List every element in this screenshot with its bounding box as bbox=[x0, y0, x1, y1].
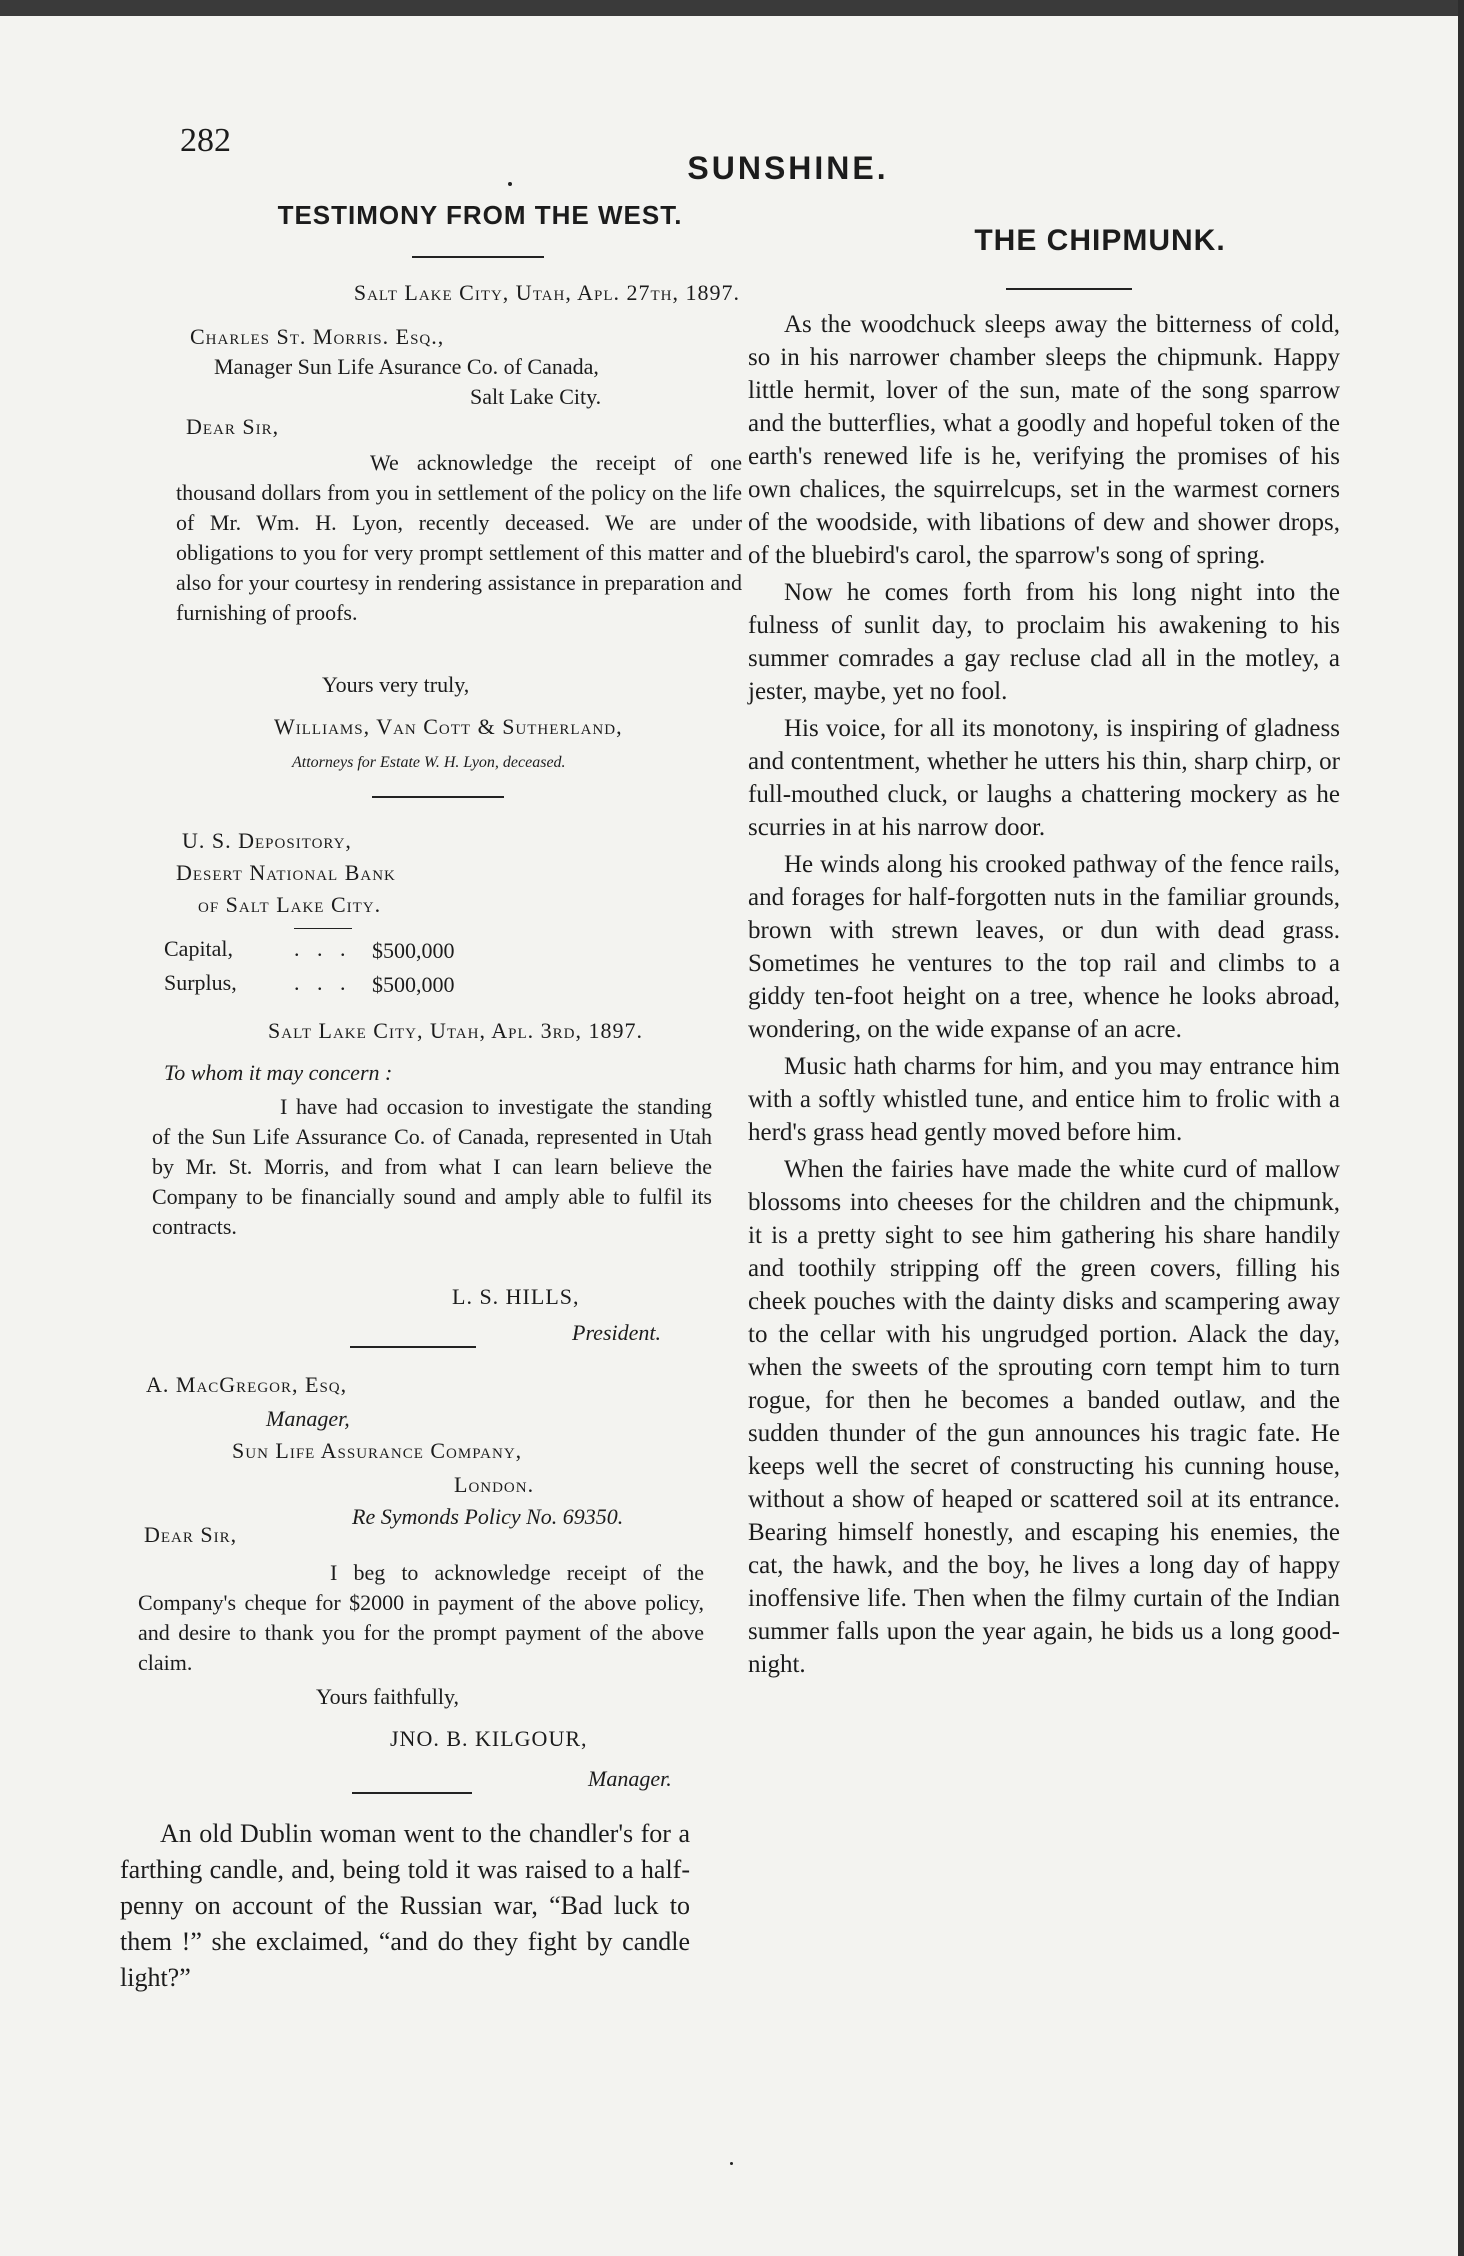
article-paragraph: His voice, for all its monotony, is inspiring of gladness and contentment, whether he utters his thin, sharp chirp, or full-mouthed cluck, or laughs a chattering mockery as he scurries in at his narrow door. bbox=[748, 715, 1340, 841]
bank-line: U. S. Depository, bbox=[182, 828, 352, 853]
running-head bbox=[0, 150, 1464, 187]
anecdote-paragraph: An old Dublin woman went to the chandler's for a farthing candle, and, being told it was raised to a half-penny on account of the Russian war, “Bad luck to them !” she exclaimed, “and do they fight by candle light?” bbox=[120, 1819, 690, 1992]
letter1-body: We acknowledge the receipt of one thousand dollars from you in settlement of the policy on the life of Mr. Wm. H. Lyon, recently deceased. We are under obligations to you for very prompt settlement of this matter and also for your courtesy in rendering assistance in preparation and furnishing of proofs. bbox=[176, 450, 742, 625]
page-number: 282 bbox=[180, 122, 231, 159]
bank-line: Desert National Bank bbox=[176, 860, 396, 885]
letter3-body: I beg to acknowledge receipt of the Company's cheque for $2000 in payment of the above policy, and desire to thank you for the prompt payment of the above claim. bbox=[138, 1560, 704, 1675]
letter2-salutation: To whom it may concern : bbox=[164, 1060, 393, 1085]
title-rule bbox=[1006, 288, 1132, 290]
letter1-addressee-line: Charles St. Morris. Esq., bbox=[190, 324, 445, 349]
article-paragraph: When the fairies have made the white curd of mallow blossoms into cheeses for the children and the chipmunk, it is a pretty sight to see him gathering his share handily and toothily stripping off the green covers, filling his cheek pouches with the dainty disks and scampering away to the cellar with his ungrudged portion. Alack the day, when the sweets of the sprouting corn tempt him to turn rogue, for then he becomes a banded outlaw, and the sudden thunder of the gun announces his tragic fate. He keeps well the secret of constructing his cunning house, without a show of heaped or scattered soil at its entrance. Bearing himself honestly, and escaping his enemies, the cat, the hawk, and the boy, he lives a long day of happy inoffensive life. Then when the filmy curtain of the Indian summer falls upon the year again, he bids us a long good-night. bbox=[748, 1156, 1340, 1678]
chipmunk-article bbox=[748, 308, 1340, 1685]
article-paragraph: He winds along his crooked pathway of the fence rails, and forages for half-forgotten nuts in the familiar grounds, brown with strewn leaves, or dun with dead grass. Sometimes he ventures to the top rail and climbs to a giddy ten-foot height on a tree, whence he looks abroad, wondering, on the wide expanse of an acre. bbox=[748, 851, 1340, 1043]
capital-label: Capital, bbox=[164, 936, 234, 961]
scan-border-right bbox=[1458, 0, 1464, 2256]
capital-value: $500,000 bbox=[372, 938, 455, 963]
letter2-signature-title: President. bbox=[572, 1320, 661, 1345]
letter3-company: Sun Life Assurance Company, bbox=[232, 1438, 523, 1463]
section-rule bbox=[352, 1792, 472, 1794]
letter1-closing: Yours very truly, bbox=[322, 672, 470, 697]
running-head-text: SUNSHINE. bbox=[687, 150, 889, 186]
article-paragraph: Music hath charms for him, and you may entrance him with a softly whistled tune, and entice him to frolic with a herd's grass head gently moved before him. bbox=[748, 1053, 1340, 1146]
letter1-salutation: Dear Sir, bbox=[186, 414, 280, 439]
section-rule bbox=[372, 796, 504, 798]
letter1-signature-note: Attorneys for Estate W. H. Lyon, deceased. bbox=[292, 754, 566, 771]
title-rule bbox=[412, 256, 544, 258]
letter2-signature: L. S. HILLS, bbox=[452, 1284, 580, 1309]
letter3-salutation: Dear Sir, bbox=[144, 1522, 238, 1547]
surplus-label: Surplus, bbox=[164, 970, 237, 995]
letter1-dateline: Salt Lake City, Utah, Apl. 27th, 1897. bbox=[353, 280, 740, 305]
letter3-addressee-title: Manager, bbox=[266, 1406, 350, 1431]
letter2-dateline: Salt Lake City, Utah, Apl. 3rd, 1897. bbox=[268, 1018, 643, 1043]
letter3-closing: Yours faithfully, bbox=[316, 1684, 460, 1709]
article-paragraph: As the woodchuck sleeps away the bitterness of cold, so in his narrower chamber sleeps the chipmunk. Happy little hermit, lover of the sun, mate of the song sparrow and the butterflies, what a goodly and hopeful token of the earth's renewed life is he, verifying the promises of his own chalices, the squirrelcups, set in the warmest corners of the woodside, with libations of dew and shower drops, of the bluebird's carol, the sparrow's song of spring. bbox=[748, 311, 1340, 569]
bank-line: of Salt Lake City. bbox=[198, 892, 382, 917]
scan-border-top bbox=[0, 0, 1464, 16]
letter1-signature: Williams, Van Cott & Sutherland, bbox=[274, 714, 623, 739]
letter3-addressee: A. MacGregor, Esq, bbox=[146, 1372, 348, 1397]
letter3-city: London. bbox=[454, 1472, 535, 1497]
stray-mark bbox=[508, 182, 512, 186]
capital-leader: . . . bbox=[294, 936, 352, 961]
letter2-body: I have had occasion to investigate the standing of the Sun Life Assurance Co. of Canada, represented in Utah by Mr. St. Morris, and from what I can learn believe the Company to be financially sound and amply able to fulfil its contracts. bbox=[152, 1094, 712, 1239]
letter3-reference: Re Symonds Policy No. 69350. bbox=[352, 1504, 624, 1529]
letter3-signature-title: Manager. bbox=[588, 1766, 672, 1791]
section-rule bbox=[350, 1346, 476, 1348]
left-column-title: TESTIMONY FROM THE WEST. bbox=[277, 200, 683, 230]
stray-mark bbox=[730, 2162, 733, 2165]
surplus-leader: . . . bbox=[294, 970, 352, 995]
letter1-addressee-line: Manager Sun Life Asurance Co. of Canada, bbox=[214, 354, 599, 379]
article-paragraph: Now he comes forth from his long night into the fulness of sunlit day, to proclaim his awakening to his summer comrades a gay recluse clad all in the motley, a jester, maybe, yet no fool. bbox=[748, 579, 1340, 705]
right-column-title: THE CHIPMUNK. bbox=[974, 224, 1226, 257]
surplus-value: $500,000 bbox=[372, 972, 455, 997]
letter3-signature: JNO. B. KILGOUR, bbox=[390, 1726, 588, 1751]
bank-rule bbox=[294, 928, 352, 929]
letter1-addressee-line: Salt Lake City. bbox=[470, 384, 602, 409]
